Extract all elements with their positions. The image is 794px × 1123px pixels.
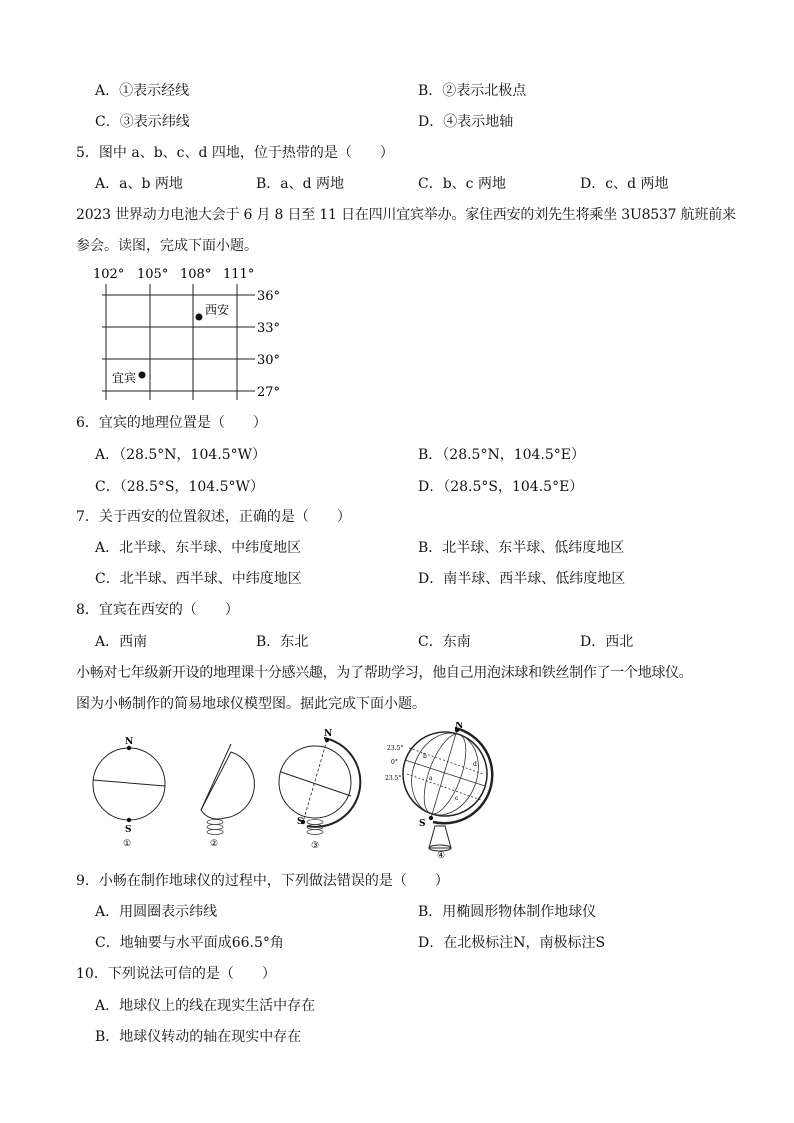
q10-option-a: A．地球仪上的线在现实生活中存在 — [95, 998, 316, 1014]
q9-option-b: B．用椭圆形物体制作地球仪 — [418, 904, 597, 920]
fig1-south-label: S — [125, 825, 132, 835]
q5-option-a: A．a、b 两地 — [95, 176, 183, 192]
fig4-north-label: N — [455, 722, 464, 731]
q7-option-c: C．北半球、西半球、中纬度地区 — [95, 571, 302, 587]
q10-stem: 10．下列说法可信的是（ ） — [76, 966, 276, 982]
lat-label-33: 33° — [257, 321, 281, 336]
q4-option-b: B．②表示北极点 — [418, 83, 527, 99]
q8-option-c: C．东南 — [418, 634, 471, 650]
q7-option-a: A．北半球、东半球、中纬度地区 — [95, 540, 302, 556]
q7-option-d: D．南半球、西半球、低纬度地区 — [418, 571, 626, 587]
q7-option-b: B．北半球、东半球、低纬度地区 — [418, 540, 625, 556]
fig2-caption: ② — [210, 839, 219, 849]
intro1-line2: 参会。读图，完成下面小题。 — [76, 238, 258, 254]
yibin-label: 宜宾 — [112, 371, 137, 385]
fig4-point-c: c — [455, 795, 459, 802]
fig1-north-label: N — [125, 737, 134, 747]
globe-model-figure — [85, 722, 505, 862]
intro2-line2: 图为小畅制作的简易地球仪模型图。据此完成下面小题。 — [76, 696, 426, 712]
q8-option-d: D．西北 — [580, 634, 634, 650]
fig3-caption: ③ — [311, 841, 320, 851]
q10-option-b: B．地球仪转动的轴在现实中存在 — [95, 1029, 302, 1045]
q8-stem: 8．宜宾在西安的（ ） — [76, 602, 239, 618]
q9-option-c: C．地轴要与水平面成66.5°角 — [95, 935, 284, 951]
yibin-marker — [139, 372, 146, 379]
q5-option-c: C．b、c 两地 — [418, 176, 506, 192]
xian-marker — [196, 314, 203, 321]
q6-option-a: A．（28.5°N，104.5°W） — [95, 447, 267, 463]
q9-option-d: D．在北极标注N，南极标注S — [418, 935, 606, 951]
q8-option-b: B．东北 — [256, 634, 309, 650]
lon-label-105: 105° — [137, 267, 169, 282]
q6-option-b: B．（28.5°N，104.5°E） — [418, 447, 586, 463]
xian-label: 西安 — [205, 303, 230, 317]
fig4-point-d: d — [473, 761, 477, 768]
q5-stem: 5．图中 a、b、c、d 四地，位于热带的是（ ） — [76, 145, 394, 161]
lon-label-108: 108° — [180, 267, 212, 282]
lon-label-102: 102° — [93, 267, 125, 282]
fig3-south-label: S — [297, 817, 304, 827]
lat-label-30: 30° — [257, 353, 281, 368]
fig4-point-a: a — [429, 775, 433, 782]
q6-option-d: D．（28.5°S，104.5°E） — [418, 479, 584, 495]
q5-option-b: B．a、d 两地 — [256, 176, 345, 192]
q6-option-c: C．（28.5°S，104.5°W） — [95, 479, 264, 495]
lon-label-111: 111° — [223, 267, 255, 282]
fig1-caption: ① — [123, 839, 132, 849]
lat-label-27: 27° — [257, 385, 281, 400]
fig4-lat-23n-label: 23.5° — [387, 745, 404, 752]
fig4-lat-0-label: 0° — [391, 759, 398, 766]
q6-stem: 6．宜宾的地理位置是（ ） — [76, 415, 267, 431]
q8-option-a: A．西南 — [95, 634, 148, 650]
q4-option-d: D．④表示地轴 — [418, 114, 514, 130]
lat-label-36: 36° — [257, 289, 281, 304]
intro1-line1: 2023 世界动力电池大会于 6 月 8 日至 11 日在四川宜宾举办。家住西安的刘先生将乘坐 3U8537 航班前来 — [76, 207, 736, 223]
lat-lon-grid-map — [80, 262, 300, 407]
q9-option-a: A．用圆圈表示纬线 — [95, 904, 218, 920]
q4-option-a: A．①表示经线 — [95, 83, 190, 99]
fig4-caption: ④ — [437, 851, 446, 861]
q7-stem: 7．关于西安的位置叙述，正确的是（ ） — [76, 509, 351, 525]
q4-option-c: C．③表示纬线 — [95, 114, 190, 130]
q5-option-d: D．c、d 两地 — [580, 176, 669, 192]
intro2-line1: 小畅对七年级新开设的地理课十分感兴趣，为了帮助学习，他自己用泡沫球和铁丝制作了一个地球仪。 — [76, 665, 693, 681]
fig4-south-label: S — [419, 819, 426, 829]
fig3-north-label: N — [324, 729, 333, 739]
fig4-point-b: b — [423, 753, 427, 760]
q9-stem: 9．小畅在制作地球仪的过程中，下列做法错误的是（ ） — [76, 873, 449, 889]
fig4-lat-23s-label: 23.5° — [385, 775, 402, 782]
